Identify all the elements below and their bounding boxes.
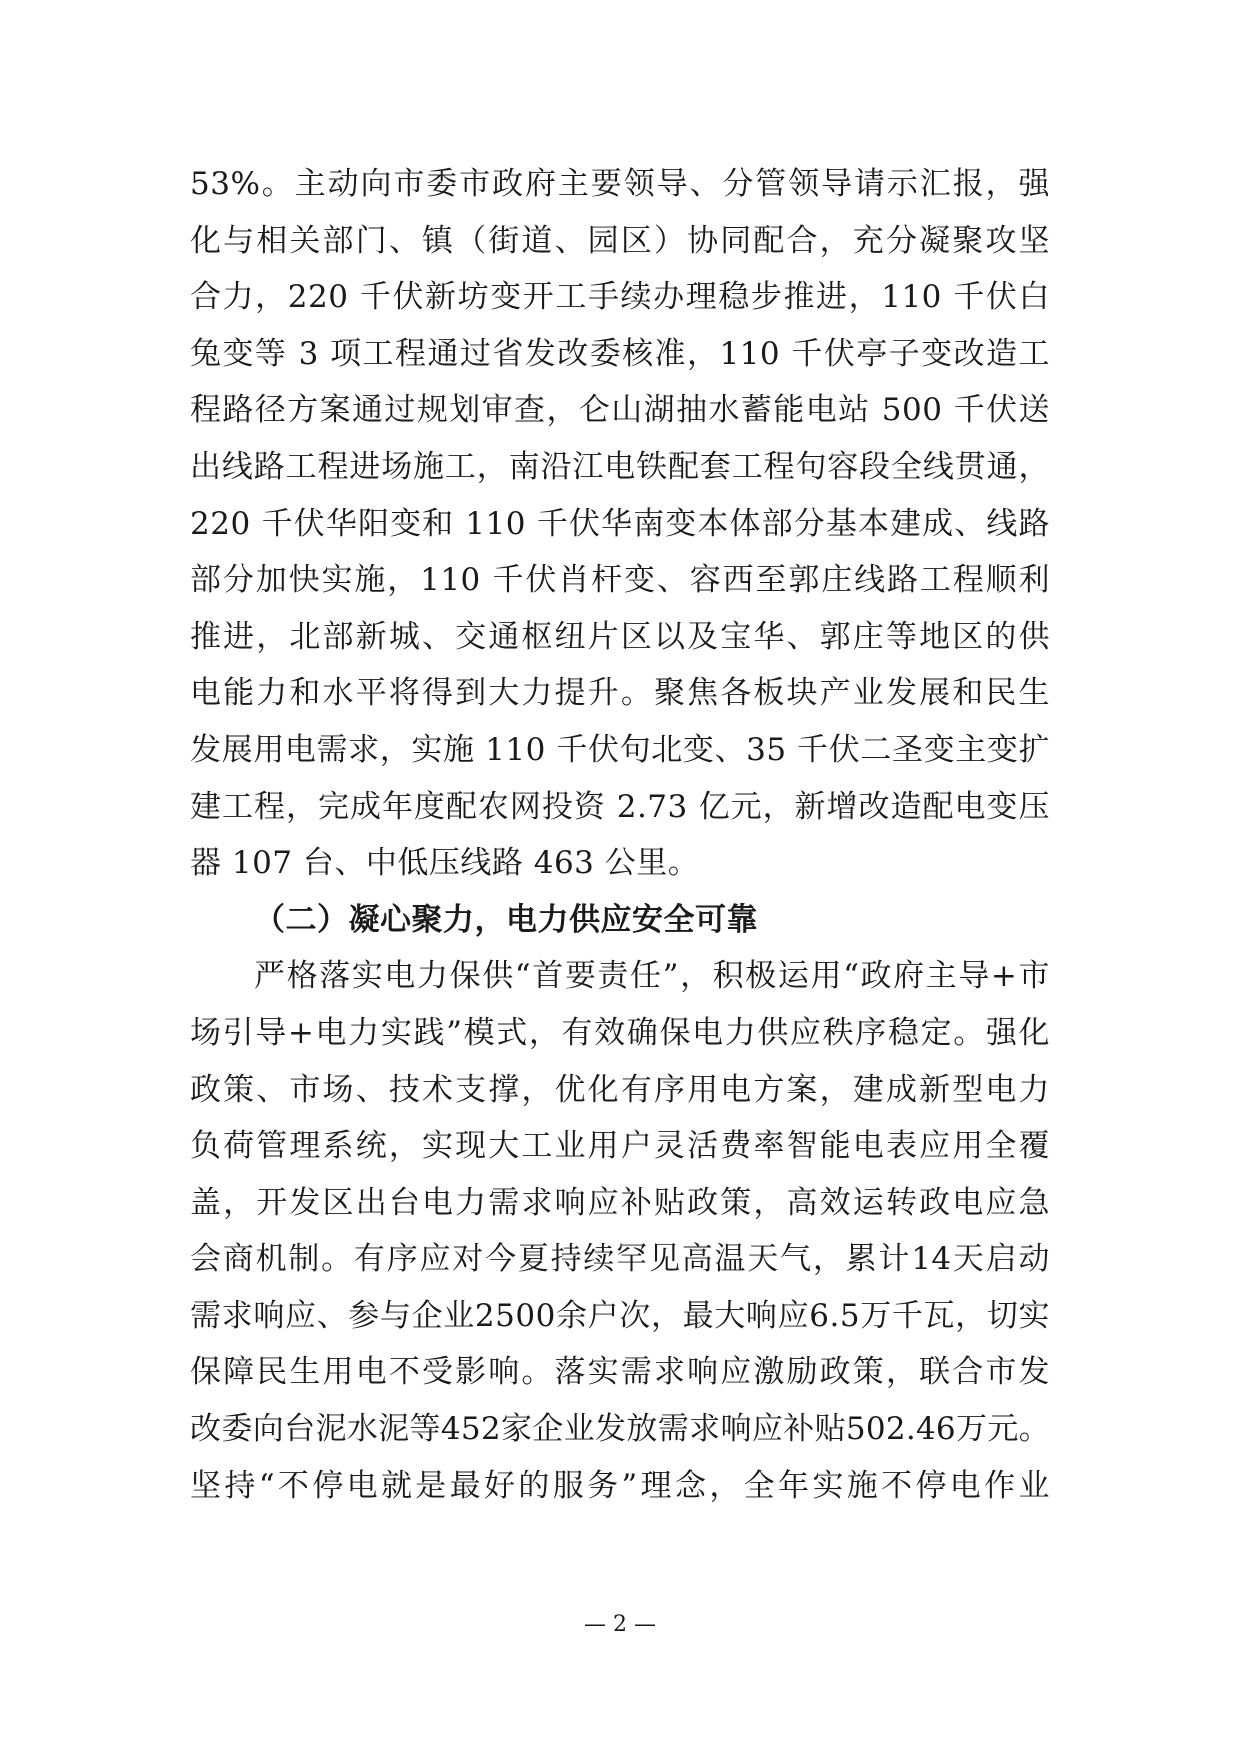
text-line: 坚持“不停电就是最好的服务”理念，全年实施不停电作业	[190, 1467, 1050, 1504]
text-line: 盖，开发区出台电力需求响应补贴政策，高效运转政电应急	[190, 1184, 1050, 1221]
text-line: 会商机制。有序应对今夏持续罕见高温天气，累计14天启动	[190, 1241, 1050, 1278]
text-line: 需求响应、参与企业2500余户次，最大响应6.5万千瓦，切实	[190, 1297, 1050, 1334]
text-line: 合力，220 千伏新坊变开工手续办理稳步推进，110 千伏白	[190, 279, 1050, 316]
text-line: 政策、市场、技术支撑，优化有序用电方案，建成新型电力	[190, 1071, 1050, 1108]
text-line: 程路径方案通过规划审查，仑山湖抽水蓄能电站 500 千伏送	[190, 392, 1050, 429]
text-line: 220 千伏华阳变和 110 千伏华南变本体部分基本建成、线路	[190, 505, 1050, 542]
text-line: 兔变等 3 项工程通过省发改委核准，110 千伏亭子变改造工	[190, 335, 1050, 372]
text-line: 建工程，完成年度配农网投资 2.73 亿元，新增改造配电变压	[190, 788, 1050, 825]
paragraph-power-grid-projects	[190, 156, 1050, 892]
text-line: 53%。主动向市委市政府主要领导、分管领导请示汇报，强	[190, 166, 1050, 202]
text-line: 负荷管理系统，实现大工业用户灵活费率智能电表应用全覆	[190, 1128, 1050, 1165]
paragraph-power-supply-safety	[190, 948, 1050, 1514]
section-heading: （二）凝心聚力，电力供应安全可靠	[254, 901, 758, 938]
text-line: 化与相关部门、镇（街道、园区）协同配合，充分凝聚攻坚	[190, 222, 1050, 259]
document-body	[190, 156, 1050, 1514]
text-line: 出线路工程进场施工，南沿江电铁配套工程句容段全线贯通，	[190, 448, 1050, 485]
text-line: 部分加快实施，110 千伏肖杆变、容西至郭庄线路工程顺利	[190, 562, 1050, 599]
text-line: 推进，北部新城、交通枢纽片区以及宝华、郭庄等地区的供	[190, 618, 1050, 655]
text-line: 严格落实电力保供“首要责任”，积极运用“政府主导+市	[254, 958, 1050, 995]
text-line: 器 107 台、中低压线路 463 公里。	[190, 845, 700, 882]
text-line: 场引导+电力实践”模式，有效确保电力供应秩序稳定。强化	[190, 1014, 1050, 1051]
text-line: 发展用电需求，实施 110 千伏句北变、35 千伏二圣变主变扩	[190, 731, 1050, 768]
page-number: — 2 —	[584, 1612, 656, 1637]
text-line: 改委向台泥水泥等452家企业发放需求响应补贴502.46万元。	[190, 1411, 1050, 1448]
text-line: 电能力和水平将得到大力提升。聚焦各板块产业发展和民生	[190, 675, 1050, 712]
text-line: 保障民生用电不受影响。落实需求响应激励政策，联合市发	[190, 1354, 1050, 1391]
